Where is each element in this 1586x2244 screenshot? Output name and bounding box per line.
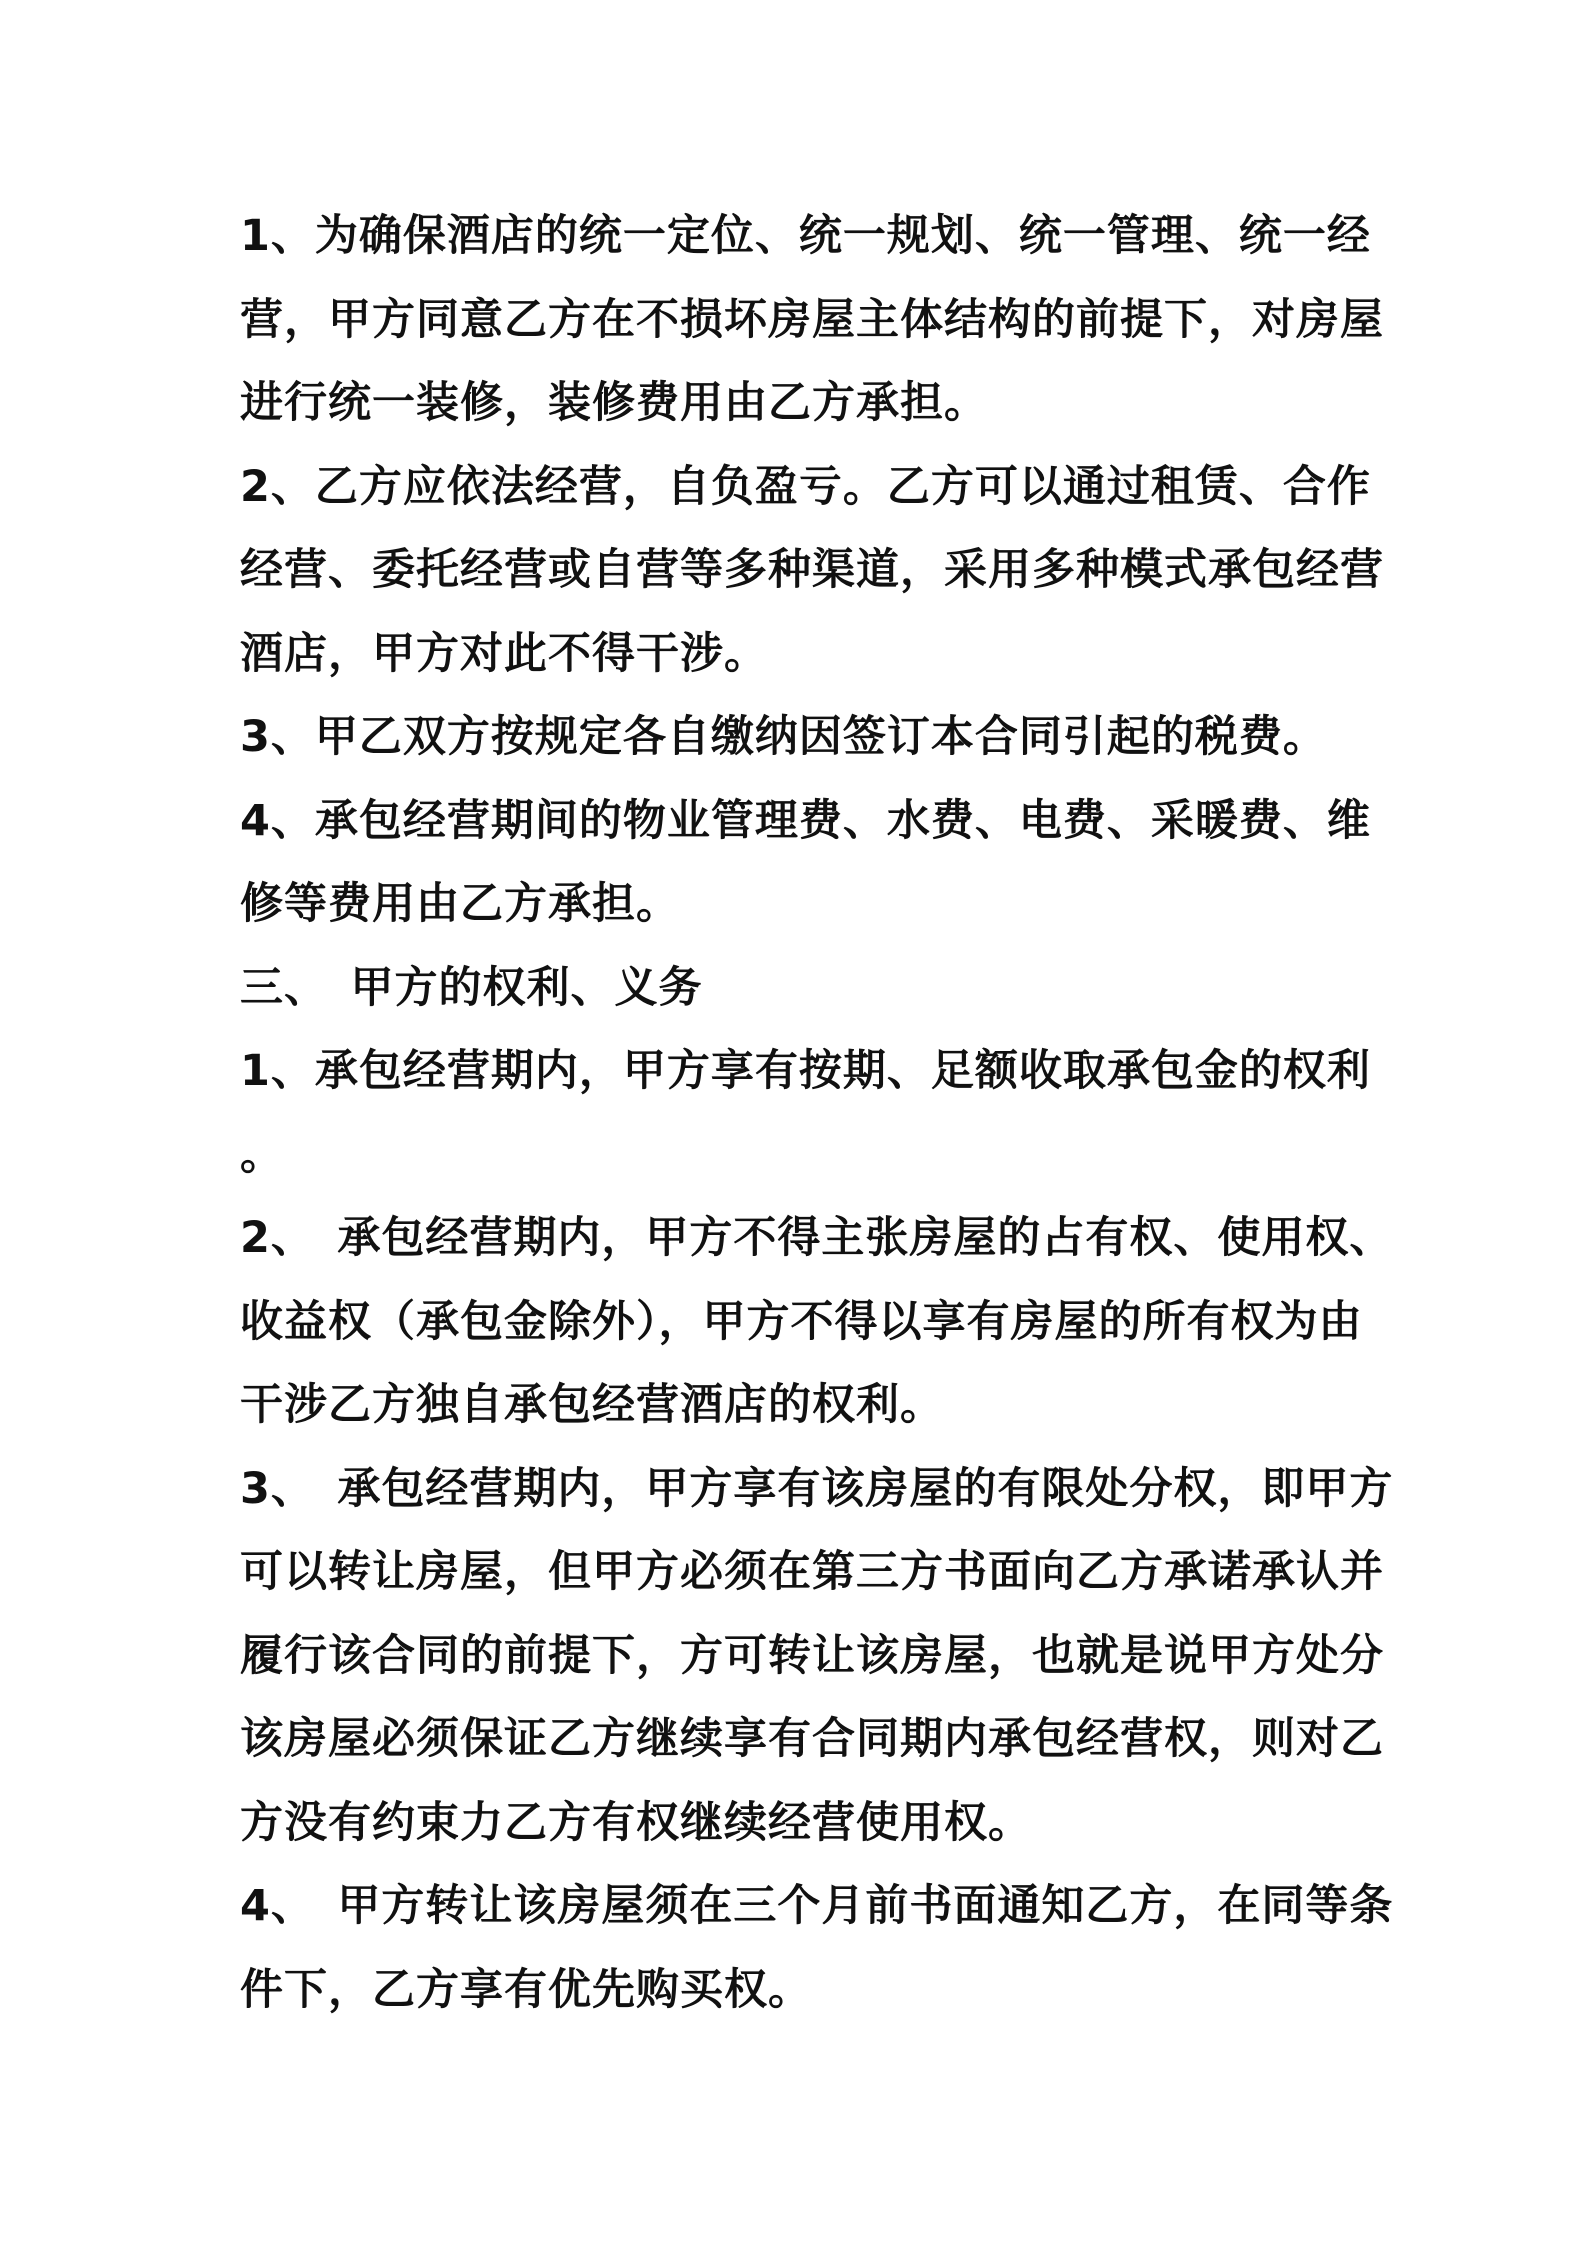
text-line: 。 <box>240 1129 284 1180</box>
section-heading <box>240 947 1352 1031</box>
text-line: 修等费用由乙方承担。 <box>240 879 680 929</box>
clause-1 <box>240 195 1384 446</box>
document-body <box>240 195 1394 2032</box>
party-a-clause-2 <box>240 1197 1394 1448</box>
text-line: 2、 承包经营期内，甲方不得主张房屋的占有权、使用权、 <box>240 1213 1394 1263</box>
clause-3 <box>240 696 1352 780</box>
text-line: 营，甲方同意乙方在不损坏房屋主体结构的前提下，对房屋 <box>240 294 1384 345</box>
text-line: 方没有约束力乙方有权继续经营使用权。 <box>240 1797 1032 1848</box>
text-line: 收益权（承包金除外），甲方不得以享有房屋的所有权为由 <box>240 1296 1363 1347</box>
clause-4 <box>240 780 1371 947</box>
party-a-clause-3 <box>240 1448 1394 1866</box>
text-line: 4、承包经营期间的物业管理费、水费、电费、采暖费、维 <box>240 795 1371 846</box>
text-line: 件下，乙方享有优先购买权。 <box>240 1964 812 2015</box>
text-line: 经营、委托经营或自营等多种渠道，采用多种模式承包经营 <box>240 545 1384 595</box>
text-line: 2、乙方应依法经营，自负盈亏。乙方可以通过租赁、合作 <box>240 461 1371 512</box>
text-line: 3、 承包经营期内，甲方享有该房屋的有限处分权，即甲方 <box>240 1463 1394 1514</box>
clause-2 <box>240 446 1384 697</box>
text-line: 履行该合同的前提下，方可转让该房屋，也就是说甲方处分 <box>240 1630 1384 1681</box>
party-a-clause-4 <box>240 1865 1394 2032</box>
text-line: 3、甲乙双方按规定各自缴纳因签订本合同引起的税费。 <box>240 712 1327 762</box>
party-a-clause-1 <box>240 1030 1371 1197</box>
text-line: 可以转让房屋，但甲方必须在第三方书面向乙方承诺承认并 <box>240 1547 1384 1597</box>
text-line: 进行统一装修，装修费用由乙方承担。 <box>240 378 988 428</box>
text-line: 酒店，甲方对此不得干涉。 <box>240 628 768 679</box>
text-line: 1、承包经营期内，甲方享有按期、足额收取承包金的权利 <box>240 1046 1371 1096</box>
text-line: 该房屋必须保证乙方继续享有合同期内承包经营权，则对乙 <box>240 1714 1384 1764</box>
section-title: 三、 甲方的权利、义务 <box>240 962 703 1013</box>
text-line: 干涉乙方独自承包经营酒店的权利。 <box>240 1380 944 1430</box>
text-line: 1、为确保酒店的统一定位、统一规划、统一管理、统一经 <box>240 211 1371 261</box>
text-line: 4、 甲方转让该房屋须在三个月前书面通知乙方，在同等条 <box>240 1881 1394 1931</box>
